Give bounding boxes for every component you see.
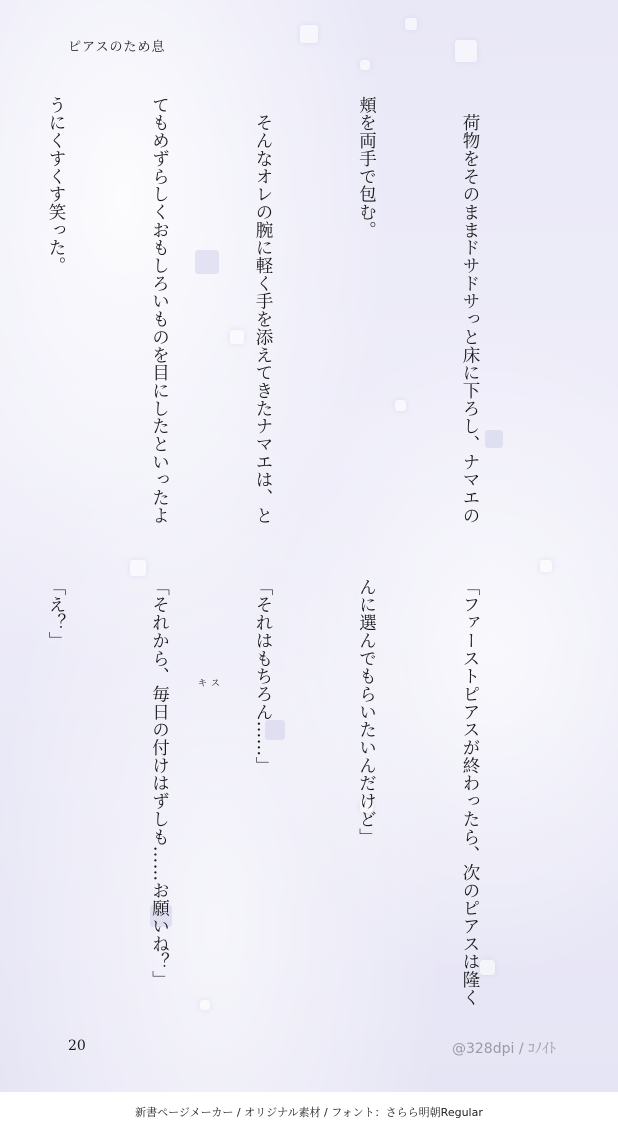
- text-line: 頬を両手で包む。: [356, 96, 377, 239]
- text-line: 荷物をそのままドサドサっと床に下ろし、ナマエの: [460, 96, 480, 525]
- decor-square: [130, 560, 146, 576]
- text-block-bottom: [0, 578, 556, 1018]
- text-line: うにくすくす笑った。: [46, 96, 66, 275]
- author-credit: @328dpi / ｺﾉｲﾄ: [451, 1041, 556, 1057]
- decor-square: [540, 560, 552, 572]
- text-line: 「それはもちろん……」: [253, 578, 273, 775]
- text-line: そんなオレの腕に軽く手を添えてきたナマエは、と: [253, 96, 273, 525]
- decor-square: [405, 18, 417, 30]
- decor-square: [455, 40, 477, 62]
- text-line: 「それから、毎日の付けはずしも……お願いね？」: [149, 578, 170, 989]
- decor-square: [360, 60, 370, 70]
- page-title: ピアスのため息: [68, 40, 166, 55]
- text-line: 「ファーストピアスが終わったら、次のピアスは隆く: [460, 578, 480, 1007]
- text-line: んに選んでもらいたいんだけど」: [356, 578, 377, 846]
- text-line: 「え？」: [46, 578, 66, 650]
- decor-square: [300, 25, 318, 43]
- text-line: てもめずらしくおもしろいものを目にしたといったよ: [149, 96, 170, 525]
- text-block-top: [0, 96, 556, 536]
- page-number: 20: [68, 1038, 86, 1054]
- ruby-annotation: キス: [198, 679, 224, 689]
- footer-caption: 新書ページメーカー / オリジナル素材 / フォント：さらら明朝Regular: [0, 1092, 618, 1132]
